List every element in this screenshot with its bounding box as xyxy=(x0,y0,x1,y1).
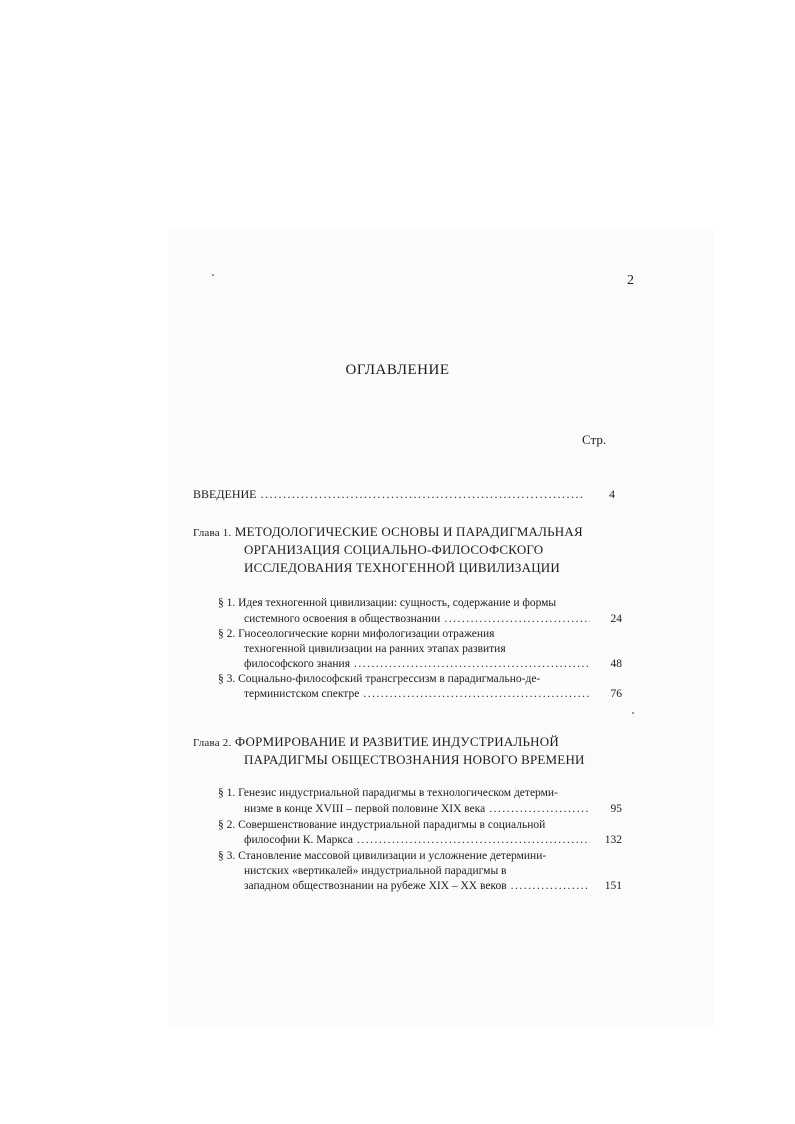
chapter-1-prefix: Глава 1. xyxy=(193,527,232,539)
section-1-1-last-line[interactable] xyxy=(244,613,622,625)
chapter-1-title-line: ИССЛЕДОВАНИЯ ТЕХНОГЕННОЙ ЦИВИЛИЗАЦИИ xyxy=(244,560,560,575)
section-title: Социально-философский трансгрессизм в парадигмально-де- xyxy=(238,673,541,685)
section-title: философии К. Маркса xyxy=(244,834,354,846)
section-1-2-line[interactable] xyxy=(218,628,494,640)
section-number: § 2. xyxy=(218,819,236,831)
chapter-2-title-line: ФОРМИРОВАНИЕ И РАЗВИТИЕ ИНДУСТРИАЛЬНОЙ xyxy=(234,734,559,749)
section-2-1-last-line[interactable] xyxy=(244,803,622,815)
section-title: Генезис индустриальной парадигмы в технологическом детерми- xyxy=(238,787,558,799)
chapter-1-title-line: ОРГАНИЗАЦИЯ СОЦИАЛЬНО-ФИЛОСОФСКОГО xyxy=(244,542,544,557)
section-1-1-line[interactable] xyxy=(218,597,556,609)
page-column-header: Стр. xyxy=(582,432,607,447)
leader-dots xyxy=(511,880,590,892)
section-page: 132 xyxy=(604,834,622,846)
section-page: 24 xyxy=(610,613,622,625)
section-number: § 3. xyxy=(218,673,236,685)
chapter-1-heading xyxy=(193,524,583,540)
page-number: 2 xyxy=(627,273,634,288)
section-title: философского знания xyxy=(244,658,350,670)
leader-dots xyxy=(261,487,583,502)
section-page: 48 xyxy=(610,658,622,670)
section-page: 76 xyxy=(610,688,622,700)
section-1-3-last-line[interactable] xyxy=(244,688,622,700)
section-2-2-last-line[interactable] xyxy=(244,834,622,846)
leader-dots xyxy=(354,658,590,670)
section-1-3-line[interactable] xyxy=(218,673,540,685)
chapter-2-heading xyxy=(193,734,559,750)
section-2-1-line[interactable] xyxy=(218,787,558,799)
section-title: западном обществознании на рубеже XIX – XX веков xyxy=(244,880,507,892)
leader-dots xyxy=(444,613,590,625)
leader-dots xyxy=(357,834,590,846)
leader-dots xyxy=(489,803,590,815)
leader-dots xyxy=(363,688,590,700)
toc-entry-intro[interactable] xyxy=(193,487,615,502)
section-title: техногенной цивилизации на ранних этапах развития xyxy=(244,643,506,655)
section-title: Гносеологические корни мифологизации отражения xyxy=(238,628,495,640)
section-page: 151 xyxy=(604,880,622,892)
chapter-2-prefix: Глава 2. xyxy=(193,737,232,749)
section-2-2-line[interactable] xyxy=(218,819,545,831)
section-title: терминистском спектре xyxy=(244,688,360,700)
section-title: Становление массовой цивилизации и усложнение детермини- xyxy=(238,850,547,862)
section-number: § 1. xyxy=(218,597,236,609)
section-2-3-line[interactable] xyxy=(218,850,546,862)
scan-speck xyxy=(632,712,634,714)
section-2-3-last-line[interactable] xyxy=(244,880,622,892)
section-title: низме в конце XVIII – первой половине XIX века xyxy=(244,803,486,815)
section-title: системного освоения в обществознании xyxy=(244,613,441,625)
section-number: § 2. xyxy=(218,628,236,640)
chapter-2-title-line: ПАРАДИГМЫ ОБЩЕСТВОЗНАНИЯ НОВОГО ВРЕМЕНИ xyxy=(244,752,585,767)
section-page: 95 xyxy=(610,803,622,815)
section-title: Идея техногенной цивилизации: сущность, содержание и формы xyxy=(238,597,557,609)
intro-label: ВВЕДЕНИЕ xyxy=(193,487,257,501)
intro-page: 4 xyxy=(609,487,615,501)
section-number: § 1. xyxy=(218,787,236,799)
section-number: § 3. xyxy=(218,850,236,862)
section-1-2-last-line[interactable] xyxy=(244,658,622,670)
toc-title: ОГЛАВЛЕНИЕ xyxy=(345,362,450,378)
chapter-1-title-line: МЕТОДОЛОГИЧЕСКИЕ ОСНОВЫ И ПАРАДИГМАЛЬНАЯ xyxy=(234,524,583,539)
section-title: нистских «вертикалей» индустриальной парадигмы в xyxy=(244,865,507,877)
scan-speck xyxy=(212,274,214,276)
section-title: Совершенствование индустриальной парадигмы в социальной xyxy=(238,819,546,831)
